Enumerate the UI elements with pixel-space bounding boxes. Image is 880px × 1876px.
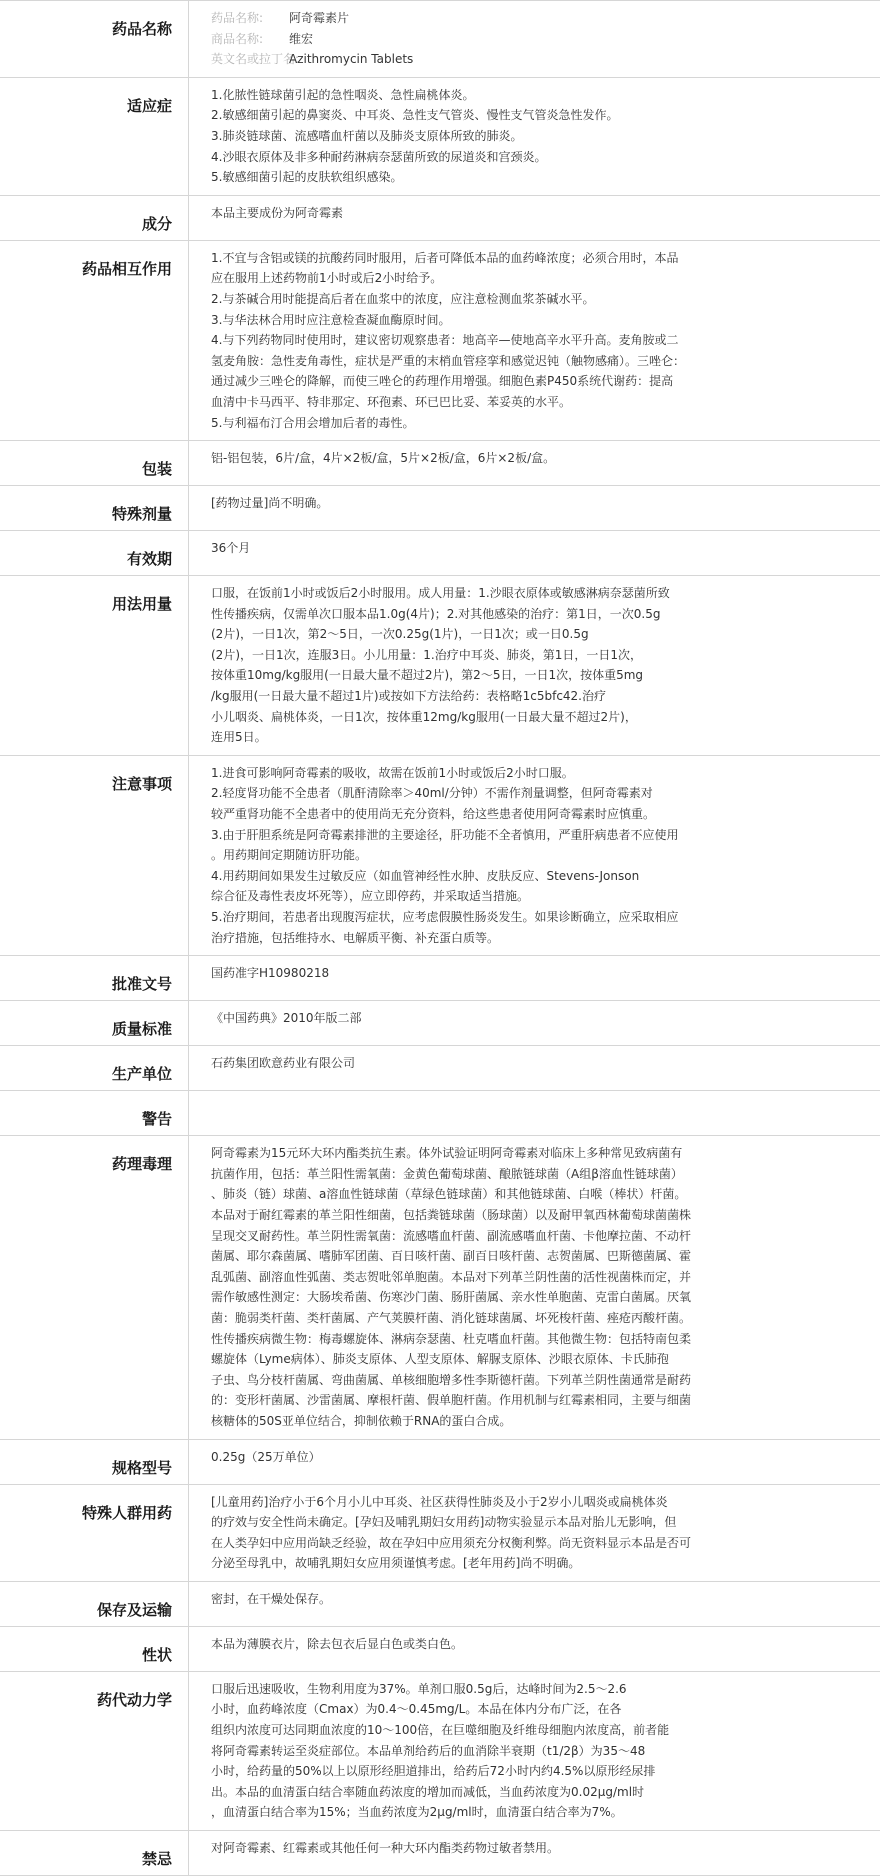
- content-line: 将阿奇霉素转运至炎症部位。本品单剂给药后的血消除半衰期（t1/2β）为35～48: [211, 1741, 800, 1762]
- row-label: 用法用量: [0, 576, 189, 756]
- content-line: 的疗效与安全性尚未确定。[孕妇及哺乳期妇女用药]动物实验显示本品对胎儿无影响，但: [211, 1512, 800, 1533]
- content-line: [药物过量]尚不明确。: [211, 493, 800, 514]
- content-line: 性传播疾病微生物：梅毒螺旋体、淋病奈瑟菌、杜克嗜血杆菌。其他微生物：包括特南包柔: [211, 1329, 800, 1350]
- row-packaging: [0, 441, 880, 486]
- content-line: 在人类孕妇中应用尚缺乏经验，故在孕妇中应用须充分权衡利弊。尚无资料显示本品是否可: [211, 1533, 800, 1554]
- row-approval-number: [0, 956, 880, 1001]
- content-line: 密封，在干燥处保存。: [211, 1589, 800, 1610]
- content-line: 5.敏感细菌引起的皮肤软组织感染。: [211, 167, 800, 188]
- content-line: 小时，给药量的50%以上以原形经胆道排出，给药后72小时内约4.5%以原形经尿排: [211, 1761, 800, 1782]
- content-line: 1.进食可影响阿奇霉素的吸收，故需在饭前1小时或饭后2小时口服。: [211, 763, 800, 784]
- content-line: 应在服用上述药物前1小时或后2小时给予。: [211, 268, 800, 289]
- row-specification: [0, 1439, 880, 1484]
- content-line: 出。本品的血清蛋白结合率随血药浓度的增加而减低，当血药浓度为0.02μg/ml时: [211, 1782, 800, 1803]
- content-line: 1.不宜与含铝或镁的抗酸药同时服用，后者可降低本品的血药峰浓度；必须合用时，本品: [211, 248, 800, 269]
- content-line: 抗菌作用，包括：革兰阳性需氧菌：金黄色葡萄球菌、酿脓链球菌（A组β溶血性链球菌）: [211, 1164, 800, 1185]
- content-line: 小儿咽炎、扁桃体炎，一日1次，按体重12mg/kg服用(一日最大量不超过2片)，: [211, 707, 800, 728]
- row-content: [189, 1136, 880, 1439]
- row-label: 警告: [0, 1091, 189, 1136]
- row-content: [189, 1001, 880, 1046]
- row-drug-name: [0, 1, 880, 78]
- english-name-value: Azithromycin Tablets: [289, 52, 413, 66]
- row-label: 成分: [0, 195, 189, 240]
- content-line: 口服后迅速吸收，生物利用度为37%。单剂口服0.5g后，达峰时间为2.5～2.6: [211, 1679, 800, 1700]
- content-line: 菌属、耶尔森菌属、嗜肺军团菌、百日咳杆菌、副百日咳杆菌、志贺菌属、巴斯德菌属、霍: [211, 1246, 800, 1267]
- row-quality-standard: [0, 1001, 880, 1046]
- row-content: [189, 1626, 880, 1671]
- content-line: 5.与利福布汀合用会增加后者的毒性。: [211, 413, 800, 434]
- content-line: 36个月: [211, 538, 800, 559]
- trade-name-value: 维宏: [289, 32, 313, 46]
- content-line: 3.由于肝胆系统是阿奇霉素排泄的主要途径，肝功能不全者慎用，严重肝病患者不应使用: [211, 825, 800, 846]
- row-label: 包装: [0, 441, 189, 486]
- content-line: 4.用药期间如果发生过敏反应（如血管神经性水肿、皮肤反应、Stevens-Jonson: [211, 866, 800, 887]
- row-description: [0, 1626, 880, 1671]
- row-label: 特殊人群用药: [0, 1484, 189, 1581]
- content-line: 子虫、鸟分枝杆菌属、弯曲菌属、单核细胞增多性李斯德杆菌。下列革兰阴性菌通常是耐药: [211, 1370, 800, 1391]
- row-pharmacology-toxicology: [0, 1136, 880, 1439]
- content-line: 2.敏感细菌引起的鼻窦炎、中耳炎、急性支气管炎、慢性支气管炎急性发作。: [211, 105, 800, 126]
- row-special-populations: [0, 1484, 880, 1581]
- drug-name-block: [189, 1, 880, 78]
- content-line: 对阿奇霉素、红霉素或其他任何一种大环内酯类药物过敏者禁用。: [211, 1838, 800, 1859]
- content-line: 0.25g（25万单位）: [211, 1447, 800, 1468]
- row-label: 性状: [0, 1626, 189, 1671]
- row-contraindications: [0, 1831, 880, 1876]
- row-content: [189, 441, 880, 486]
- row-content: [189, 576, 880, 756]
- row-label: 适应症: [0, 77, 189, 195]
- row-label: 药品相互作用: [0, 240, 189, 440]
- row-content: [189, 1484, 880, 1581]
- content-line: 治疗措施，包括维持水、电解质平衡、补充蛋白质等。: [211, 928, 800, 949]
- content-line: 。用药期间定期随访肝功能。: [211, 845, 800, 866]
- content-line: 小时，血药峰浓度（Cmax）为0.4～0.45mg/L。本品在体内分布广泛，在各: [211, 1699, 800, 1720]
- content-line: (2片)，一日1次，第2～5日，一次0.25g(1片)，一日1次；或一日0.5g: [211, 624, 800, 645]
- row-shelf-life: [0, 531, 880, 576]
- content-line: 国药准字H10980218: [211, 963, 800, 984]
- content-line: 性传播疾病，仅需单次口服本品1.0g(4片)；2.对其他感染的治疗：第1日，一次0.5g: [211, 604, 800, 625]
- row-label: 保存及运输: [0, 1581, 189, 1626]
- content-line: 氢麦角胺：急性麦角毒性，症状是严重的末梢血管痉挛和感觉迟钝（触物感痛）。三唑仑：: [211, 351, 800, 372]
- content-line: /kg服用(一日最大量不超过1片)或按如下方法给药：表格略1c5bfc42.治疗: [211, 686, 800, 707]
- content-line: (2片)，一日1次，连服3日。小儿用量：1.治疗中耳炎、肺炎，第1日，一日1次，: [211, 645, 800, 666]
- row-label: 药品名称: [0, 1, 189, 78]
- row-label: 禁忌: [0, 1831, 189, 1876]
- row-content: [189, 1046, 880, 1091]
- content-line: 2.轻度肾功能不全患者（肌酐清除率＞40ml/分钟）不需作剂量调整，但阿奇霉素对: [211, 783, 800, 804]
- content-line: 1.化脓性链球菌引起的急性咽炎、急性扁桃体炎。: [211, 85, 800, 106]
- content-line: 、肺炎（链）球菌、a溶血性链球菌（草绿色链球菌）和其他链球菌、白喉（棒状）杆菌。: [211, 1184, 800, 1205]
- content-line: 分泌至母乳中，故哺乳期妇女应用须谨慎考虑。[老年用药]尚不明确。: [211, 1553, 800, 1574]
- row-content: [189, 755, 880, 955]
- row-drug-interactions: [0, 240, 880, 440]
- row-content: [189, 1439, 880, 1484]
- row-warning: [0, 1091, 880, 1136]
- row-label: 质量标准: [0, 1001, 189, 1046]
- content-line: 乱弧菌、副溶血性弧菌、类志贺吡邻单胞菌。本品对下列革兰阴性菌的活性视菌株而定，并: [211, 1267, 800, 1288]
- content-line: 通过减少三唑仑的降解，而使三唑仑的药理作用增强。细胞色素P450系统代谢药：提高: [211, 371, 800, 392]
- row-pharmacokinetics: [0, 1671, 880, 1830]
- content-line: [儿童用药]治疗小于6个月小儿中耳炎、社区获得性肺炎及小于2岁小儿咽炎或扁桃体炎: [211, 1492, 800, 1513]
- row-precautions: [0, 755, 880, 955]
- row-label: 药代动力学: [0, 1671, 189, 1830]
- row-content: [189, 956, 880, 1001]
- content-line: 血清中卡马西平、特非那定、环孢素、环已巴比妥、苯妥英的水平。: [211, 392, 800, 413]
- trade-name-label: 商品名称:: [211, 29, 289, 50]
- row-label: 批准文号: [0, 956, 189, 1001]
- row-storage-transport: [0, 1581, 880, 1626]
- content-line: 阿奇霉素为15元环大环内酯类抗生素。体外试验证明阿奇霉素对临床上多种常见致病菌有: [211, 1143, 800, 1164]
- generic-name-line: [211, 8, 800, 29]
- content-line: 按体重10mg/kg服用(一日最大量不超过2片)，第2～5日，一日1次，按体重5mg: [211, 665, 800, 686]
- content-line: 菌：脆弱类杆菌、类杆菌属、产气荚膜杆菌、消化链球菌属、坏死梭杆菌、痤疮丙酸杆菌。: [211, 1308, 800, 1329]
- row-content: [189, 1671, 880, 1830]
- content-line: 4.沙眼衣原体及非多种耐药淋病奈瑟菌所致的尿道炎和宫颈炎。: [211, 147, 800, 168]
- row-content: [189, 1091, 880, 1136]
- row-label: 有效期: [0, 531, 189, 576]
- content-line: ，血清蛋白结合率为15%；当血药浓度为2μg/ml时，血清蛋白结合率为7%。: [211, 1802, 800, 1823]
- english-name-label: 英文名或拉丁名:: [211, 49, 289, 70]
- content-line: 连用5日。: [211, 727, 800, 748]
- content-line: 的：变形杆菌属、沙雷菌属、摩根杆菌、假单胞杆菌。作用机制与红霉素相同，主要与细菌: [211, 1390, 800, 1411]
- content-line: 较严重肾功能不全患者中的使用尚无充分资料，给这些患者使用阿奇霉素时应慎重。: [211, 804, 800, 825]
- generic-name-label: 药品名称:: [211, 8, 289, 29]
- row-content: [189, 1581, 880, 1626]
- row-manufacturer: [0, 1046, 880, 1091]
- content-line: 核糖体的50S亚单位结合，抑制依赖于RNA的蛋白合成。: [211, 1411, 800, 1432]
- content-line: 本品对于耐红霉素的革兰阳性细菌，包括粪链球菌（肠球菌）以及耐甲氧西林葡萄球菌菌株: [211, 1205, 800, 1226]
- content-line: 石药集团欧意药业有限公司: [211, 1053, 800, 1074]
- row-label: 药理毒理: [0, 1136, 189, 1439]
- row-dosage-administration: [0, 576, 880, 756]
- row-special-dosage: [0, 486, 880, 531]
- row-content: [189, 195, 880, 240]
- row-content: [189, 486, 880, 531]
- row-label: 生产单位: [0, 1046, 189, 1091]
- row-label: 特殊剂量: [0, 486, 189, 531]
- content-line: 5.治疗期间，若患者出现腹泻症状，应考虑假膜性肠炎发生。如果诊断确立，应采取相应: [211, 907, 800, 928]
- row-content: [189, 531, 880, 576]
- content-line: 口服，在饭前1小时或饭后2小时服用。成人用量：1.沙眼衣原体或敏感淋病奈瑟菌所致: [211, 583, 800, 604]
- content-line: 本品主要成份为阿奇霉素: [211, 203, 800, 224]
- row-indications: [0, 77, 880, 195]
- row-label: 注意事项: [0, 755, 189, 955]
- content-line: 4.与下列药物同时使用时，建议密切观察患者：地高辛—使地高辛水平升高。麦角胺或二: [211, 330, 800, 351]
- content-line: 需作敏感性测定：大肠埃希菌、伤寒沙门菌、肠肝菌属、亲水性单胞菌、克雷白菌属。厌氧: [211, 1287, 800, 1308]
- trade-name-line: [211, 29, 800, 50]
- content-line: 2.与茶碱合用时能提高后者在血浆中的浓度，应注意检测血浆茶碱水平。: [211, 289, 800, 310]
- content-line: 组织内浓度可达同期血浓度的10～100倍，在巨噬细胞及纤维母细胞内浓度高，前者能: [211, 1720, 800, 1741]
- content-line: 螺旋体（Lyme病体）、肺炎支原体、人型支原体、解脲支原体、沙眼衣原体、卡氏肺孢: [211, 1349, 800, 1370]
- row-content: [189, 240, 880, 440]
- english-name-line: [211, 49, 800, 70]
- row-label: 规格型号: [0, 1439, 189, 1484]
- content-line: 3.肺炎链球菌、流感嗜血杆菌以及肺炎支原体所致的肺炎。: [211, 126, 800, 147]
- content-line: 呈现交叉耐药性。革兰阴性需氧菌：流感嗜血杆菌、副流感嗜血杆菌、卡他摩拉菌、不动杆: [211, 1226, 800, 1247]
- row-content: [189, 1831, 880, 1876]
- content-line: 3.与华法林合用时应注意检查凝血酶原时间。: [211, 310, 800, 331]
- generic-name-value: 阿奇霉素片: [289, 11, 349, 25]
- row-content: [189, 77, 880, 195]
- row-ingredients: [0, 195, 880, 240]
- content-line: 本品为薄膜衣片，除去包衣后显白色或类白色。: [211, 1634, 800, 1655]
- content-line: 综合征及毒性表皮坏死等），应立即停药，并采取适当措施。: [211, 886, 800, 907]
- content-line: 铝-铝包装，6片/盒，4片×2板/盒，5片×2板/盒，6片×2板/盒。: [211, 448, 800, 469]
- content-line: 《中国药典》2010年版二部: [211, 1008, 800, 1029]
